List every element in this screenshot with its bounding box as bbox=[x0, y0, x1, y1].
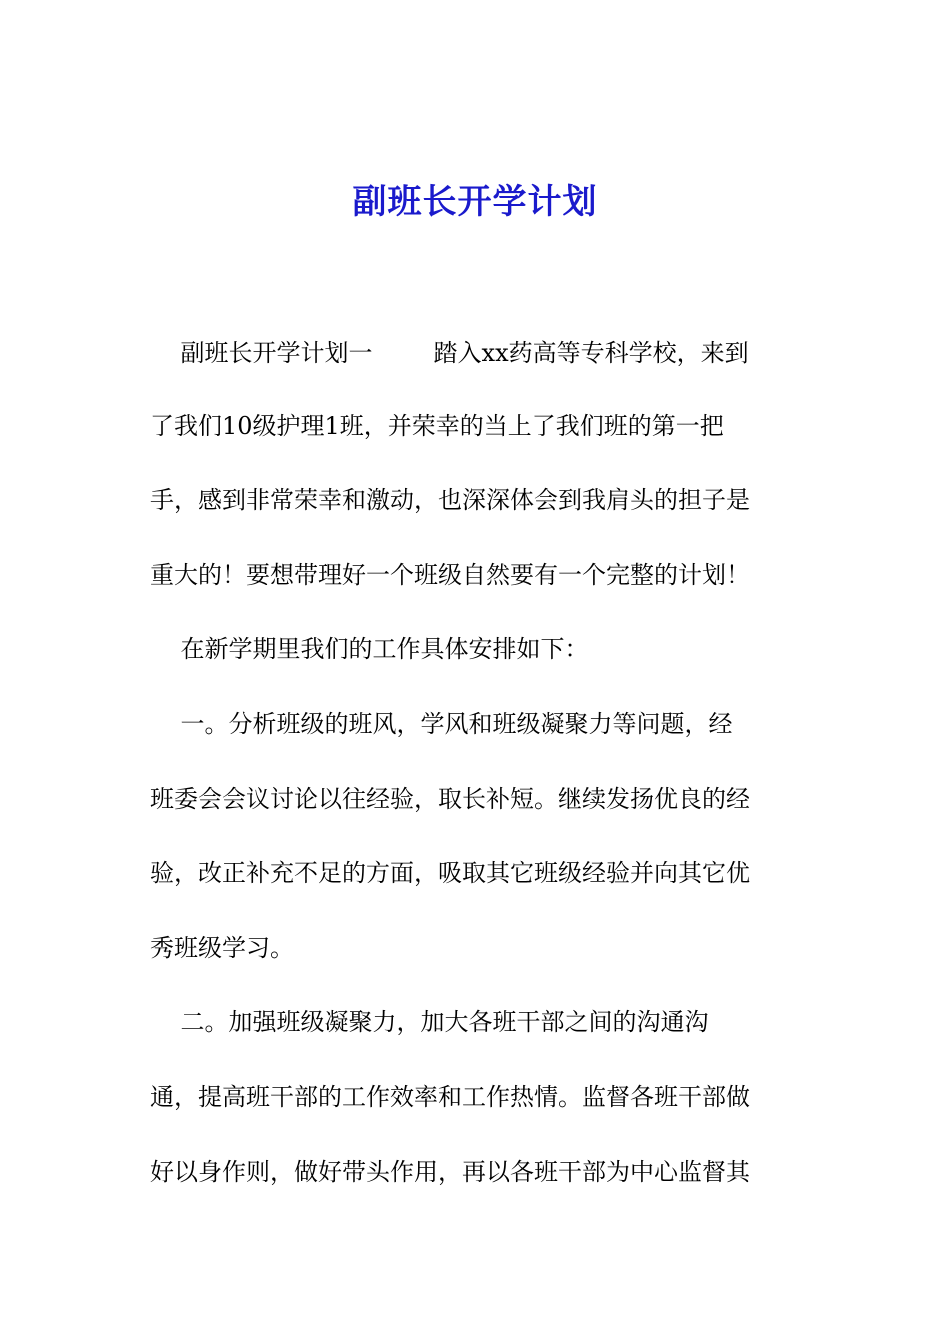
paragraph-line: 班委会会议讨论以往经验，取长补短。继续发扬优良的经 bbox=[150, 785, 750, 813]
paragraph-line: 一。分析班级的班风，学风和班级凝聚力等问题，经 bbox=[150, 710, 733, 738]
paragraph-line: 重大的！要想带理好一个班级自然要有一个完整的计划！ bbox=[150, 561, 750, 589]
paragraph-line: 好以身作则，做好带头作用，再以各班干部为中心监督其 bbox=[150, 1158, 750, 1186]
paragraph-line: 副班长开学计划一 踏入xx药高等专科学校，来到 bbox=[150, 339, 749, 367]
paragraph-line: 了我们10级护理1班，并荣幸的当上了我们班的第一把 bbox=[150, 412, 724, 440]
paragraph-line: 在新学期里我们的工作具体安排如下： bbox=[150, 635, 589, 663]
document-title: 副班长开学计划 bbox=[352, 182, 598, 222]
paragraph-line: 通，提高班干部的工作效率和工作热情。监督各班干部做 bbox=[150, 1083, 750, 1111]
paragraph-line: 手，感到非常荣幸和激动，也深深体会到我肩头的担子是 bbox=[150, 486, 750, 514]
paragraph-line: 秀班级学习。 bbox=[150, 934, 294, 962]
paragraph-line: 二。加强班级凝聚力，加大各班干部之间的沟通沟 bbox=[150, 1008, 709, 1036]
paragraph-line: 验，改正补充不足的方面，吸取其它班级经验并向其它优 bbox=[150, 859, 750, 887]
